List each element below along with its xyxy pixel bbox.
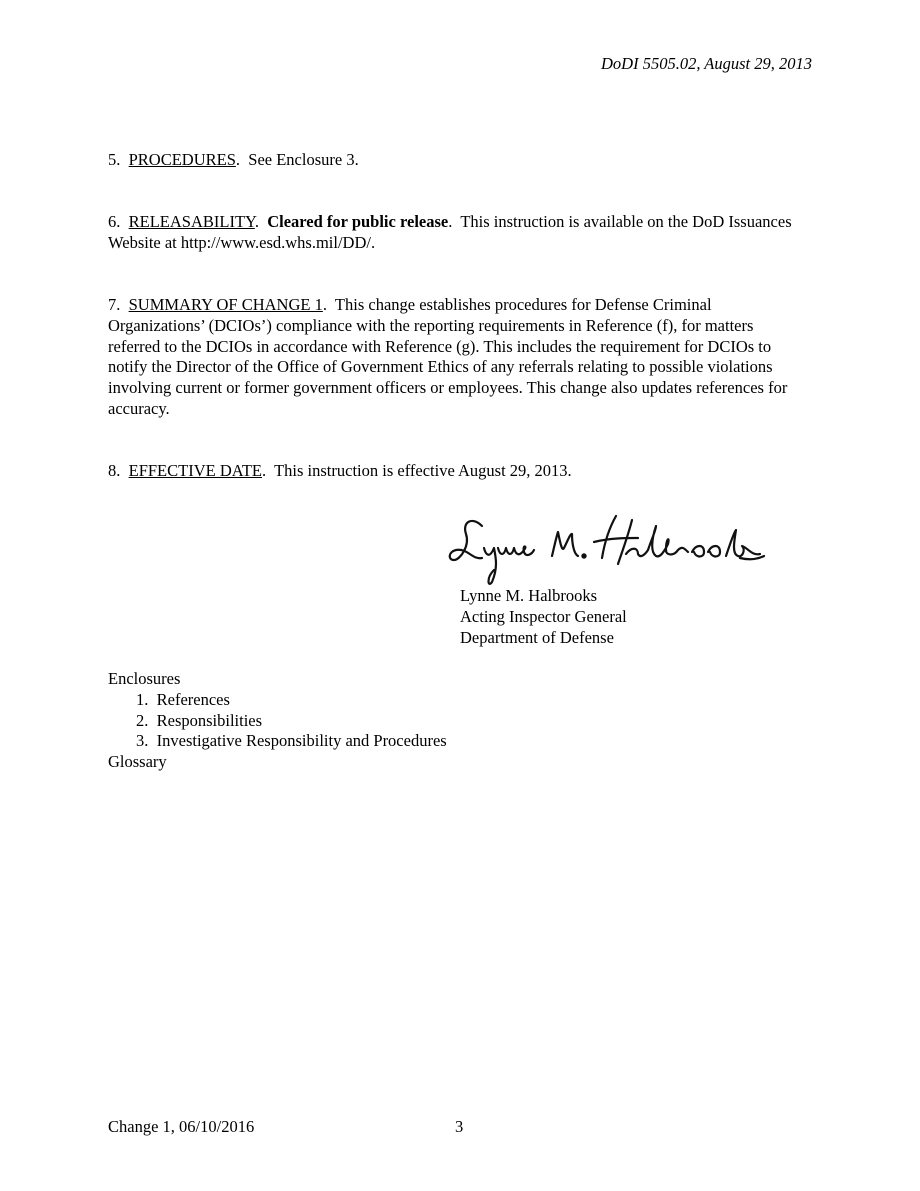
enclosure-number: 3. [136,731,149,751]
section-text: This instruction is available on the DoD Issuances Website at http://www.esd.whs.mil/DD/. [108,212,792,252]
section-title: EFFECTIVE DATE [128,461,262,480]
section-text: This change establishes procedures for Defense Criminal Organizations’ (DCIOs’) compliance with the reporting requirements in Reference (f), for matters referred to the DCIOs in accordance with Reference (g). This includes the requirement for DCIOs to notify the Director of the Office of Government Ethics of any referrals relating to possible violations involving current or former government officers or employees. This change also updates references for accuracy. [108,295,788,418]
release-statement: Cleared for public release [267,212,449,231]
signature-block [460,586,627,648]
footer-change-note: Change 1, 06/10/2016 [108,1117,255,1136]
section-text: See Enclosure 3. [248,150,359,169]
glossary-entry: Glossary [108,752,167,772]
section-text: This instruction is effective August 29, 2013. [274,461,572,480]
section-title: RELEASABILITY [128,212,255,231]
section-number: 6. [108,212,121,231]
enclosures-heading: Enclosures [108,669,181,688]
enclosure-label: References [156,689,230,709]
enclosure-item [108,711,447,732]
section-releasability: 6. RELEASABILITY. Cleared for public release. This instruction is available on the DoD Issuances Website at http://www.esd.whs.mil/DD/. [108,212,792,252]
enclosure-number: 2. [136,710,149,730]
signer-name: Lynne M. Halbrooks [460,586,598,605]
enclosure-number: 1. [136,689,149,709]
footer-page-number: 3 [455,1117,464,1136]
handwritten-signature [442,508,772,590]
enclosure-item [108,731,447,752]
enclosures-list [108,669,447,773]
section-number: 7. [108,295,121,314]
enclosure-label: Responsibilities [156,710,263,730]
section-number: 5. [108,150,121,169]
section-procedures: 5. PROCEDURES. See Enclosure 3. [108,150,359,169]
enclosure-item [108,690,447,711]
running-header: DoDI 5505.02, August 29, 2013 [601,54,812,73]
enclosure-label: Investigative Responsibility and Procedures [156,731,447,751]
section-effective-date: 8. EFFECTIVE DATE. This instruction is effective August 29, 2013. [108,461,572,480]
signer-organization: Department of Defense [460,627,614,647]
signer-title: Acting Inspector General [460,606,627,626]
section-number: 8. [108,461,121,480]
section-title: PROCEDURES [128,150,236,169]
section-title: SUMMARY OF CHANGE 1 [128,295,323,314]
section-summary-of-change: 7. SUMMARY OF CHANGE 1. This change establishes procedures for Defense Criminal Organizations’ (DCIOs’) compliance with the reporting requirements in Reference (f), for matters referred to the DCIOs in accordance with Reference (g). This includes the requirement for DCIOs to notify the Director of the Office of Government Ethics of any referrals relating to possible violations involving current or former government officers or employees. This change also updates references for accuracy. [108,295,788,418]
